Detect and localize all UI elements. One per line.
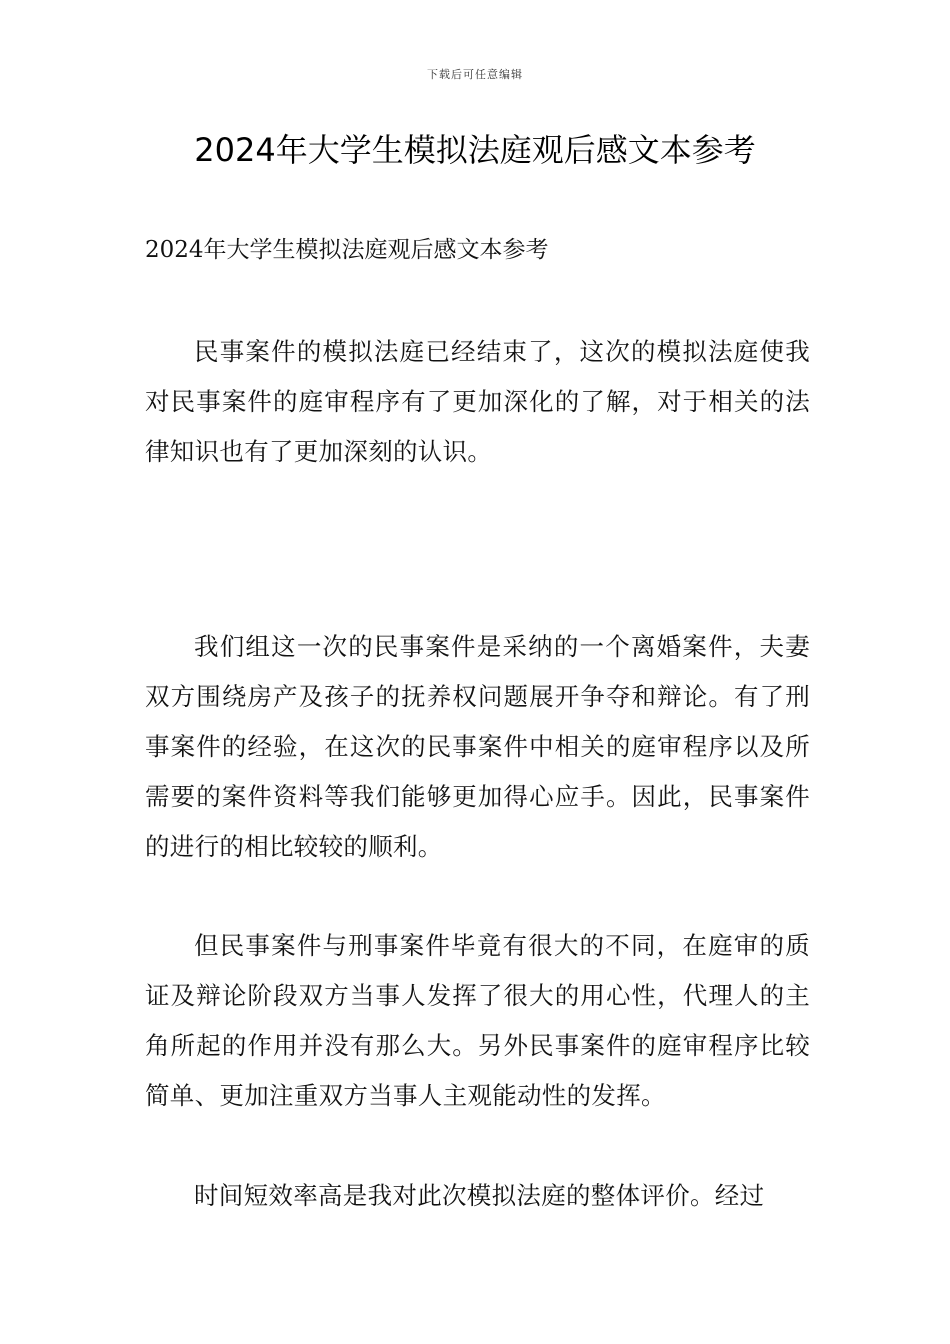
paragraph: 时间短效率高是我对此次模拟法庭的整体评价。经过 <box>194 1181 765 1210</box>
header-note: 下载后可任意编辑 <box>427 68 523 81</box>
paragraph: 我们组这一次的民事案件是采纳的一个离婚案件，夫妻双方围绕房产及孩子的抚养权问题展开争夺和辩论。有了刑事案件的经验，在这次的民事案件中相关的庭审程序以及所需要的案件资料等我们能够更加得心应手。因此，民事案件的进行的相比较较的顺利。 <box>145 632 810 861</box>
document-title: 2024年大学生模拟法庭观后感文本参考 <box>194 131 756 169</box>
paragraph: 民事案件的模拟法庭已经结束了，这次的模拟法庭使我对民事案件的庭审程序有了更加深化的了解，对于相关的法律知识也有了更加深刻的认识。 <box>145 337 810 466</box>
paragraph: 但民事案件与刑事案件毕竟有很大的不同，在庭审的质证及辩论阶段双方当事人发挥了很大的用心性，代理人的主角所起的作用并没有那么大。另外民事案件的庭审程序比较简单、更加注重双方当事人主观能动性的发挥。 <box>145 931 810 1110</box>
document-subtitle: 2024年大学生模拟法庭观后感文本参考 <box>145 237 549 263</box>
